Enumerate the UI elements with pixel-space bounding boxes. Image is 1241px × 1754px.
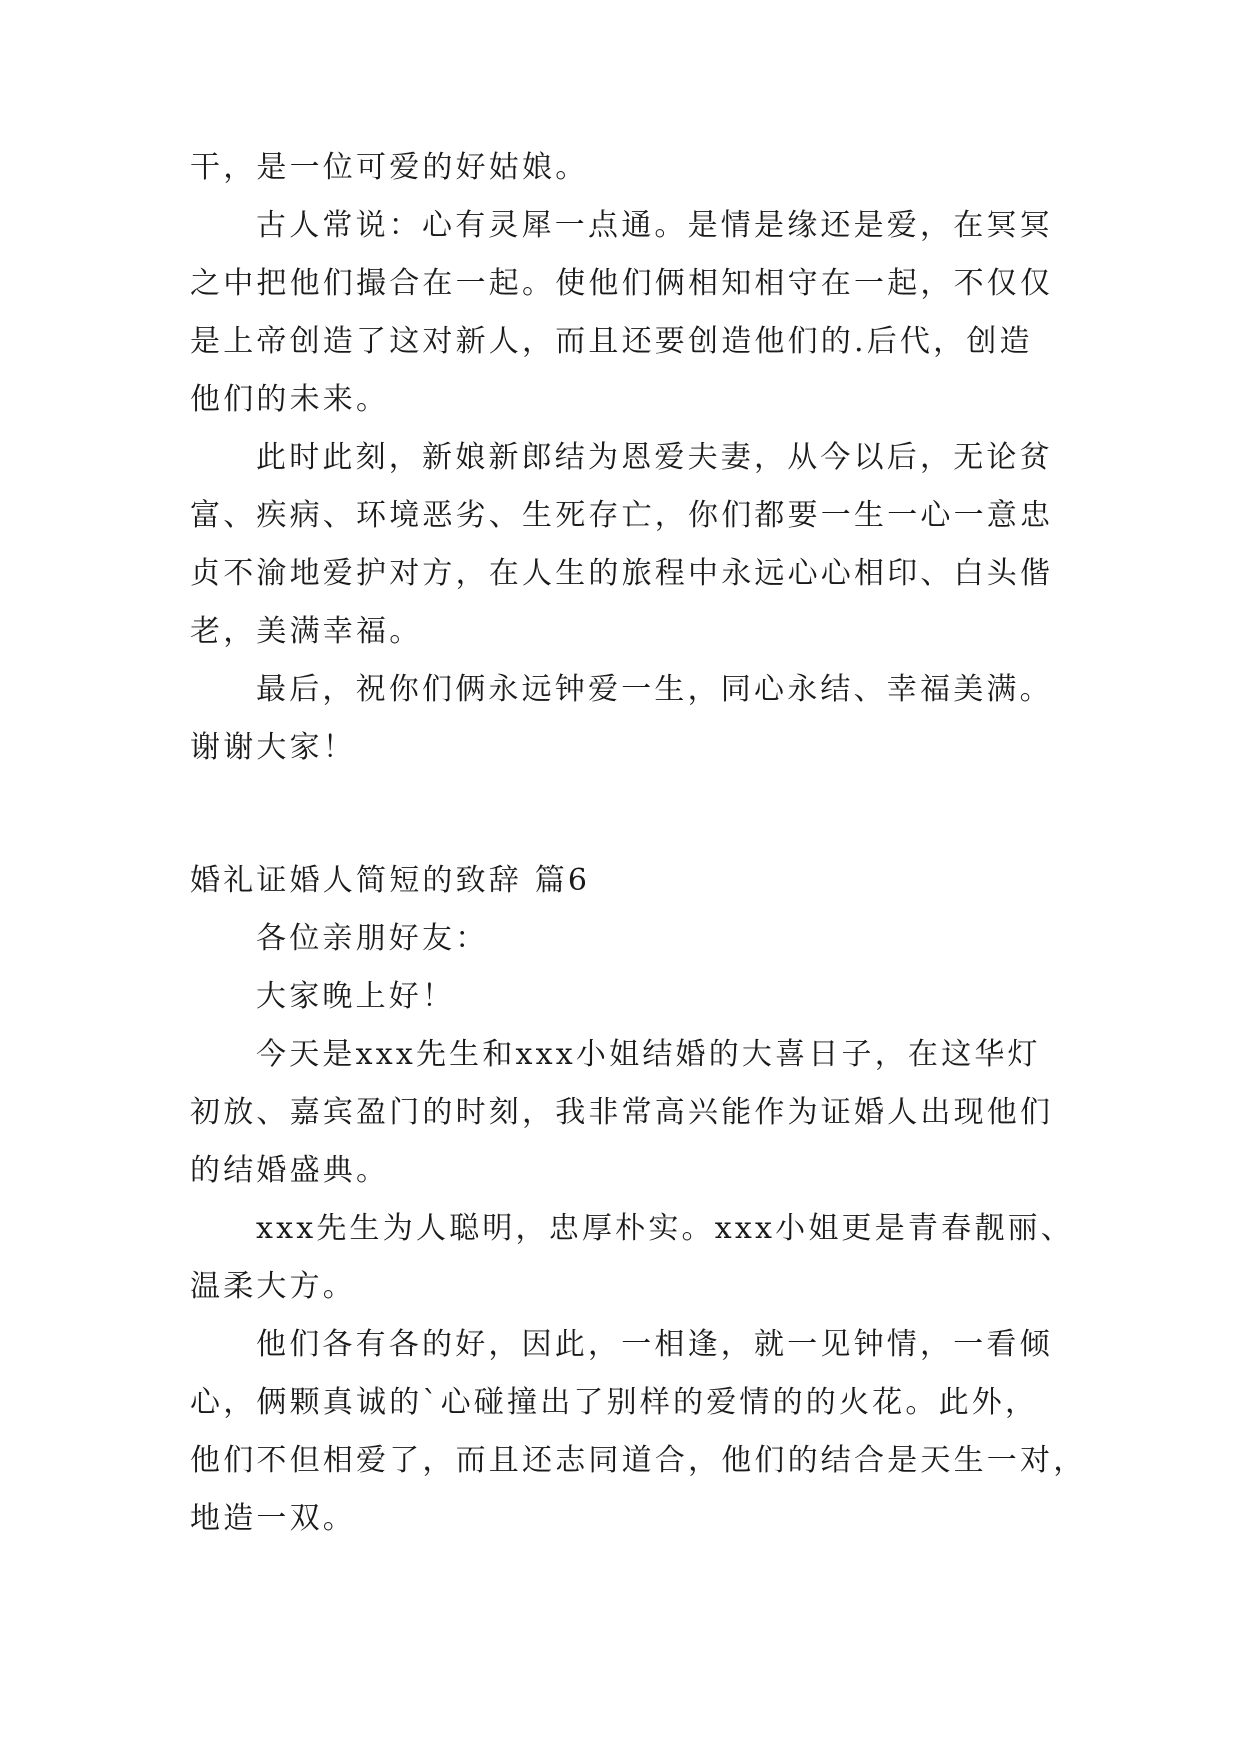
text-line: 各位亲朋好友： (256, 921, 489, 956)
text-line: 谢谢大家！ (190, 730, 356, 765)
text-line: 干，是一位可爱的好姑娘。 (190, 150, 589, 185)
text-line: 他们的未来。 (190, 382, 390, 417)
section-heading: 婚礼证婚人简短的致辞 篇6 (190, 863, 591, 898)
text-line: 老，美满幸福。 (190, 614, 423, 649)
text-line: 最后，祝你们俩永远钟爱一生，同心永结、幸福美满。 (256, 672, 1053, 707)
text-line: 此时此刻，新娘新郎结为恩爱夫妻，从今以后，无论贫 (256, 440, 1053, 475)
text-line: 初放、嘉宾盈门的时刻，我非常高兴能作为证婚人出现他们 (190, 1095, 1054, 1130)
text-line: 贞不渝地爱护对方，在人生的旅程中永远心心相印、白头偕 (190, 556, 1054, 591)
text-line: 心，俩颗真诚的`心碰撞出了别样的爱情的的火花。此外， (190, 1385, 1039, 1420)
text-line: 的结婚盛典。 (190, 1153, 390, 1188)
text-line: 地造一双。 (190, 1501, 356, 1536)
text-line: 他们各有各的好，因此，一相逢，就一见钟情，一看倾 (256, 1327, 1053, 1362)
text-line: 古人常说：心有灵犀一点通。是情是缘还是爱，在冥冥 (256, 208, 1053, 243)
text-line: 富、疾病、环境恶劣、生死存亡，你们都要一生一心一意忠 (190, 498, 1054, 533)
text-line: 大家晚上好！ (256, 979, 456, 1014)
text-line: 今天是xxx先生和xxx小姐结婚的大喜日子，在这华灯 (256, 1037, 1041, 1072)
text-line: 之中把他们撮合在一起。使他们俩相知相守在一起，不仅仅 (190, 266, 1054, 301)
text-line: 是上帝创造了这对新人，而且还要创造他们的.后代，创造 (190, 324, 1033, 359)
text-line: 他们不但相爱了，而且还志同道合，他们的结合是天生一对， (190, 1443, 1087, 1478)
text-line: xxx先生为人聪明，忠厚朴实。xxx小姐更是青春靓丽、 (256, 1211, 1074, 1246)
text-line: 温柔大方。 (190, 1269, 356, 1304)
